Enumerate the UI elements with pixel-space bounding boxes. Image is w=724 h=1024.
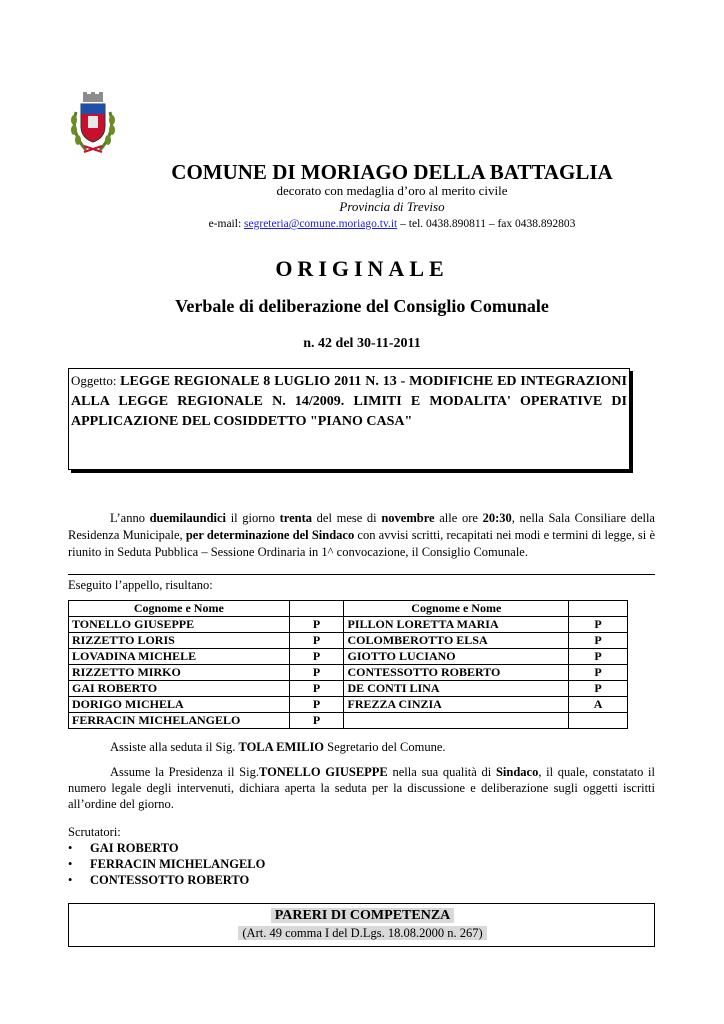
column-header-status: [289, 601, 344, 617]
member-name: PILLON LORETTA MARIA: [344, 617, 569, 633]
opinions-subtitle-text: (Art. 49 comma I del D.Lgs. 18.08.2000 n. 267): [238, 926, 486, 940]
attendance-status: P: [569, 633, 628, 649]
presidency-paragraph: [68, 764, 655, 812]
intro-text: alle ore: [434, 511, 483, 525]
presidency-text: nella sua qualità di: [387, 765, 496, 779]
table-row: [69, 713, 628, 729]
member-name: [344, 713, 569, 729]
table-row: [69, 633, 628, 649]
member-name: TONELLO GIUSEPPE: [69, 617, 290, 633]
attendance-table: [68, 600, 628, 729]
subject-label: Oggetto:: [71, 373, 121, 388]
member-name: GAI ROBERTO: [69, 681, 290, 697]
email-link[interactable]: segreteria@comune.moriago.tv.it: [244, 218, 398, 230]
scrutineers-label: Scrutatori:: [68, 825, 121, 839]
section-divider: [68, 574, 655, 575]
table-row: [69, 697, 628, 713]
attendance-status: [569, 713, 628, 729]
list-item: [68, 856, 265, 872]
member-name: RIZZETTO MIRKO: [69, 665, 290, 681]
opinions-title: [69, 908, 656, 924]
scrutineer-name: GAI ROBERTO: [90, 841, 179, 855]
attendance-status: P: [289, 665, 344, 681]
secretary-paragraph: [68, 740, 655, 755]
province-label: Provincia di Treviso: [339, 199, 445, 214]
secretary-text: Segretario del Comune.: [324, 740, 446, 754]
intro-text: , nella Sala Consiliare della Residenza Municipale,: [68, 511, 655, 542]
opinions-subtitle: [69, 926, 656, 941]
member-name: LOVADINA MICHELE: [69, 649, 290, 665]
table-row: [69, 649, 628, 665]
intro-text: il giorno: [226, 511, 280, 525]
bullet-icon: •: [68, 873, 73, 887]
attendance-status: P: [569, 617, 628, 633]
column-header-name: Cognome e Nome: [344, 601, 569, 617]
member-name: FERRACIN MICHELANGELO: [69, 713, 290, 729]
subject-box: [68, 368, 630, 470]
member-name: COLOMBEROTTO ELSA: [344, 633, 569, 649]
member-name: DE CONTI LINA: [344, 681, 569, 697]
secretary-text: Assiste alla seduta il Sig.: [110, 740, 239, 754]
list-item: [68, 840, 265, 856]
president-name: TONELLO GIUSEPPE: [258, 765, 388, 779]
column-header-status: [569, 601, 628, 617]
meeting-intro-paragraph: [68, 510, 655, 561]
attendance-status: P: [289, 713, 344, 729]
attendance-status: P: [289, 633, 344, 649]
attendance-status: P: [289, 617, 344, 633]
phone-fax-text: – tel. 0438.890811 – fax 0438.892803: [397, 218, 576, 230]
member-name: DORIGO MICHELA: [69, 697, 290, 713]
document-status-heading: ORIGINALE: [275, 256, 449, 281]
email-prefix: e-mail:: [208, 218, 245, 230]
intro-hour: 20:30: [482, 511, 512, 525]
attendance-status: P: [289, 697, 344, 713]
attendance-status: A: [569, 697, 628, 713]
table-row: [69, 681, 628, 697]
opinions-box: [68, 903, 655, 947]
deliberation-number: n. 42 del 30-11-2011: [303, 336, 421, 351]
list-item: [68, 872, 265, 888]
intro-text: L’anno: [110, 511, 150, 525]
president-role: Sindaco: [495, 765, 539, 779]
municipality-title: COMUNE DI MORIAGO DELLA BATTAGLIA: [171, 160, 613, 184]
intro-text: del mese di: [312, 511, 382, 525]
intro-day: trenta: [279, 511, 312, 525]
scrutineer-name: CONTESSOTTO ROBERTO: [90, 873, 250, 887]
intro-month: novembre: [381, 511, 435, 525]
contacts-line: [0, 218, 724, 230]
table-row: [69, 617, 628, 633]
column-header-name: Cognome e Nome: [69, 601, 290, 617]
roll-call-label: Eseguito l’appello, risultano:: [68, 578, 213, 592]
opinions-title-text: PARERI DI COMPETENZA: [271, 908, 455, 923]
attendance-status: P: [289, 649, 344, 665]
attendance-status: P: [289, 681, 344, 697]
table-header-row: [69, 601, 628, 617]
subject-body: LEGGE REGIONALE 8 LUGLIO 2011 N. 13 - MODIFICHE ED INTEGRAZIONI ALLA LEGGE REGIONALE N. 14/2009. LIMITI E MODALITA' OPERATIVE DI APPLICAZIONE DEL COSIDDETTO "PIANO CASA": [71, 374, 627, 429]
table-row: [69, 665, 628, 681]
intro-year: duemilaundici: [149, 511, 227, 525]
municipality-subtitle: decorato con medaglia d’oro al merito civile: [276, 183, 508, 198]
member-name: GIOTTO LUCIANO: [344, 649, 569, 665]
attendance-status: P: [569, 665, 628, 681]
intro-text: con avvisi scritti, recapitati nei modi e termini di legge, si è riunito in Seduta Pubblica – Sessione Ordinaria in 1^ convocazione, il Consiglio Comunale.: [68, 528, 656, 559]
member-name: RIZZETTO LORIS: [69, 633, 290, 649]
presidency-text: , il quale, constatato il numero legale degli intervenuti, dichiara aperta la seduta per la discussione e deliberazione sugli oggetti iscritti all’ordine del giorno.: [68, 765, 656, 811]
attendance-status: P: [569, 649, 628, 665]
municipal-crest-logo: [68, 92, 118, 156]
intro-determination: per determinazione del Sindaco: [185, 528, 355, 542]
bullet-icon: •: [68, 841, 73, 855]
bullet-icon: •: [68, 857, 73, 871]
document-type-heading: Verbale di deliberazione del Consiglio Comunale: [175, 296, 549, 316]
attendance-status: P: [569, 681, 628, 697]
scrutineer-name: FERRACIN MICHELANGELO: [90, 857, 266, 871]
member-name: CONTESSOTTO ROBERTO: [344, 665, 569, 681]
scrutineers-list: [68, 840, 265, 888]
subject-text: [71, 371, 627, 432]
member-name: FREZZA CINZIA: [344, 697, 569, 713]
presidency-text: Assume la Presidenza il Sig.: [110, 765, 259, 779]
secretary-name: TOLA EMILIO: [238, 740, 325, 754]
